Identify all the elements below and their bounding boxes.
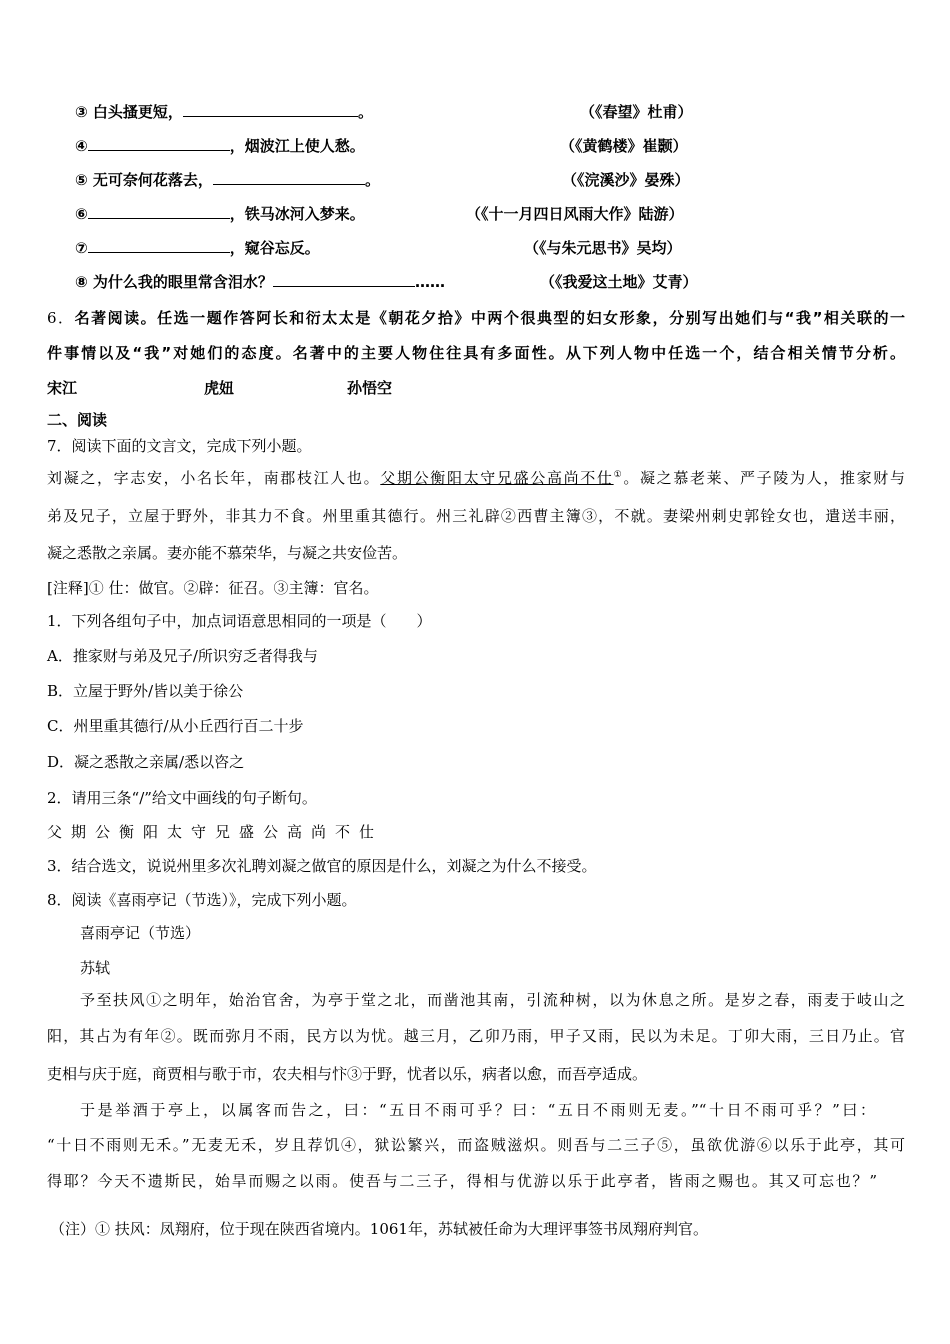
passage-line: “十日不雨则无禾。”无麦无禾，岁且荐饥④，狱讼繁兴，而盗贼滋炽。则吾与二三子⑤，虽欲优游⑥以乐于此亭，其可 [47,1136,905,1154]
poem-line-6 [75,204,365,224]
poem-text: ⑤ 无可奈何花落去， [75,171,213,189]
answer-blank[interactable] [88,204,230,219]
poem-text: ，窥谷忘反。 [229,239,320,257]
poem-line-5 [75,170,380,190]
passage-line: 弟及兄子，立屋于野外，非其力不食。州里重其德行。州三礼辟②西曹主簿③，不就。妻梁州刺史郭铨女也，遣送丰丽， [47,507,905,525]
q6-option: 宋江 [47,379,78,397]
passage-text: 刘凝之，字志安，小名长年，南郡枝江人也。 [47,469,381,487]
passage-text: 。凝之慕老莱、严子陵为人，推家财与 [623,469,905,487]
option-d[interactable]: D．凝之悉散之亲属/悉以咨之 [47,753,245,771]
poem-line-7 [75,238,320,258]
poem-source: （《春望》杜甫） [580,103,693,121]
notes: [注释]① 仕：做官。②辟：征召。③主簿：官名。 [47,579,379,597]
poem-text: …… [414,273,445,291]
question-text: 名著阅读。任选一题作答阿长和衍太太是《朝花夕拾》中两个很典型的妇女形象，分别写出她们与“我”相关联的一 [74,309,905,327]
poem-text: ，烟波江上使人愁。 [229,137,365,155]
answer-blank[interactable] [273,272,415,287]
poem-source: （《黄鹤楼》崔颢） [560,137,688,155]
poem-line-4 [75,136,365,156]
sub-question-3: 3．结合选文，说说州里多次礼聘刘凝之做官的原因是什么，刘凝之为什么不接受。 [47,857,597,875]
passage-line: 吏相与庆于庭，商贾相与歌于市，农夫相与忭③于野，忧者以乐，病者以愈，而吾亭适成。 [47,1065,648,1083]
q8-intro: 8．阅读《喜雨亭记（节选）》，完成下列小题。 [47,891,357,909]
answer-blank[interactable] [213,170,365,185]
answer-blank[interactable] [88,238,230,253]
passage-line [47,468,905,488]
option-c[interactable]: C．州里重其德行/从小丘西行百二十步 [47,717,304,735]
poem-text: ④ [75,137,88,155]
q6-line1 [47,308,905,328]
poem-source: （《与朱元思书》吴均） [524,239,682,257]
passage-note: （注）① 扶风：凤翔府，位于现在陕西省境内。1061年，苏轼被任命为大理评事签书凤翔府判官。 [50,1220,708,1238]
q6-line2: 件事情以及“我”对她们的态度。名著中的主要人物住往具有多面性。从下列人物中任选一个，结合相关情节分析。 [47,344,905,362]
option-a[interactable]: A．推家财与弟及兄子/所识穷乏者得我与 [47,647,318,665]
answer-blank[interactable] [183,102,358,117]
section-heading: 二、阅读 [47,411,108,429]
passage-line: 凝之悉散之亲属。妻亦能不慕荣华，与凝之共安俭苦。 [47,544,408,562]
passage-line: 阳，其占为有年②。既而弥月不雨，民方以为忧。越三月，乙卯乃雨，甲子又雨，民以为未足。丁卯大雨，三日乃止。官 [47,1027,905,1045]
passage-author: 苏轼 [80,959,111,977]
poem-text: 。 [364,171,380,189]
underlined-sentence: 父期公衡阳太守兄盛公高尚不仕 [380,469,614,487]
sub-question-1: 1．下列各组句子中，加点词语意思相同的一项是（ ） [47,612,432,630]
poem-line-8 [75,272,445,292]
question-number: 6． [47,309,75,327]
footnote-mark: ① [613,470,624,480]
q7-intro: 7．阅读下面的文言文，完成下列小题。 [47,437,312,455]
q6-option: 虎妞 [204,379,235,397]
poem-text: ⑥ [75,205,88,223]
poem-text: ，铁马冰河入梦来。 [229,205,365,223]
poem-source: （《浣溪沙》晏殊） [562,171,690,189]
poem-source: （《我爱这土地》艾青） [540,273,698,291]
poem-text: ③ 白头搔更短， [75,103,183,121]
sentence-to-punctuate: 父期公衡阳太守兄盛公高尚不仕 [47,823,384,841]
passage-line: 予至扶风①之明年，始治官舍，为亭于堂之北，而凿池其南，引流种树，以为休息之所。是岁之春，雨麦于岐山之 [80,991,905,1009]
poem-line-3 [75,102,373,122]
sub-question-2: 2．请用三条“/”给文中画线的句子断句。 [47,789,317,807]
passage-title: 喜雨亭记（节选） [80,924,201,942]
passage-line: 于是举酒于亭上，以属客而告之，曰：“五日不雨可乎？曰：“五日不雨则无麦。”“十日不雨可乎？”曰： [80,1101,875,1119]
poem-source: （《十一月四日风雨大作》陆游） [466,205,684,223]
poem-text: 。 [357,103,373,121]
poem-text: ⑧ 为什么我的眼里常含泪水？ [75,273,273,291]
passage-line: 得耶？今天不遗斯民，始旱而赐之以雨。使吾与二三子，得相与优游以乐于此亭者，皆雨之赐也。其又可忘也？” [47,1172,877,1190]
poem-text: ⑦ [75,239,88,257]
q6-option: 孙悟空 [347,379,393,397]
option-b[interactable]: B．立屋于野外/皆以美于徐公 [47,682,244,700]
answer-blank[interactable] [88,136,230,151]
